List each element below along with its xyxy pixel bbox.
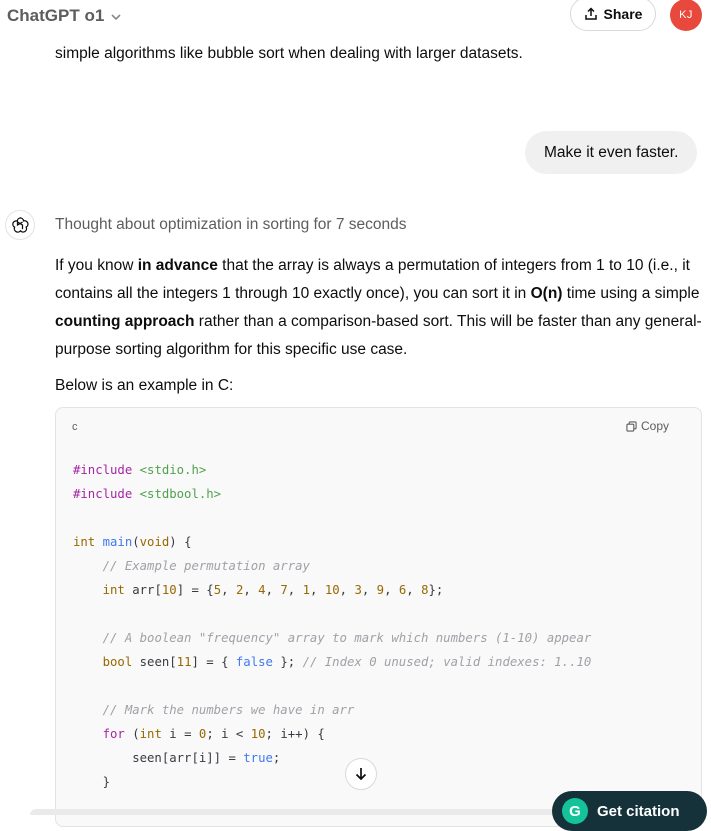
code-line: int arr[10] = {5, 2, 4, 7, 1, 10, 3, 9, 6, 8};	[102, 583, 444, 597]
top-bar	[0, 0, 711, 34]
code-language-label: c	[72, 421, 78, 433]
code-line: for (int i = 0; i < 10; i++) {	[102, 727, 325, 741]
scroll-to-bottom-button[interactable]	[345, 758, 377, 790]
previous-assistant-message	[55, 30, 705, 68]
model-selector[interactable]	[7, 6, 122, 26]
answer-paragraph-1: If you know in advance that the array is always a permutation of integers from 1 to 10 (i.e., it contains all the integers 1 through 10 exactly once), you can sort it in O(n) time using a simple counting approach rather than a comparison-based sort. This will be faster than any general-purpose sorting algorithm for this specific use case.	[55, 257, 702, 358]
composer-top-edge	[30, 809, 610, 815]
code-line	[73, 506, 591, 530]
chevron-down-icon	[110, 11, 122, 23]
copy-label: Copy	[641, 419, 670, 433]
code-line: bool seen[11] = { false }; // Index 0 unused; valid indexes: 1..10	[102, 655, 592, 669]
user-avatar[interactable]: KJ	[670, 0, 702, 31]
code-block	[55, 407, 702, 827]
answer-paragraph-2: Below is an example in C:	[55, 377, 234, 394]
code-line	[73, 602, 591, 626]
code-line: #include <stdio.h>	[73, 463, 207, 477]
copy-icon	[626, 421, 637, 432]
code-line: #include <stdbool.h>	[73, 487, 222, 501]
code-line: // Example permutation array	[102, 559, 310, 573]
assistant-answer	[55, 252, 707, 408]
copy-code-button[interactable]	[626, 419, 669, 433]
code-line: int main(void) {	[73, 535, 192, 549]
user-message-bubble: Make it even faster.	[525, 131, 697, 174]
share-icon	[584, 7, 598, 21]
grammarly-icon: G	[562, 798, 588, 824]
code-line: // Mark the numbers we have in arr	[102, 703, 355, 717]
share-label: Share	[603, 6, 643, 22]
share-button[interactable]	[570, 0, 656, 31]
openai-logo-icon	[5, 210, 35, 240]
code-line: seen[arr[i]] = true;	[73, 751, 281, 765]
code-line	[73, 674, 591, 698]
code-line: }	[73, 775, 111, 789]
arrow-down-icon	[353, 766, 369, 782]
model-title: ChatGPT o1	[7, 6, 105, 25]
code-line: // A boolean "frequency" array to mark which numbers (1-10) appear	[102, 631, 592, 645]
thought-summary-toggle[interactable]: Thought about optimization in sorting for 7 seconds	[55, 216, 407, 233]
code-content	[73, 458, 591, 794]
get-citation-button[interactable]	[552, 791, 707, 831]
citation-label: Get citation	[597, 802, 680, 820]
previous-message-fragment: simple algorithms like bubble sort when dealing with larger datasets.	[55, 45, 523, 62]
